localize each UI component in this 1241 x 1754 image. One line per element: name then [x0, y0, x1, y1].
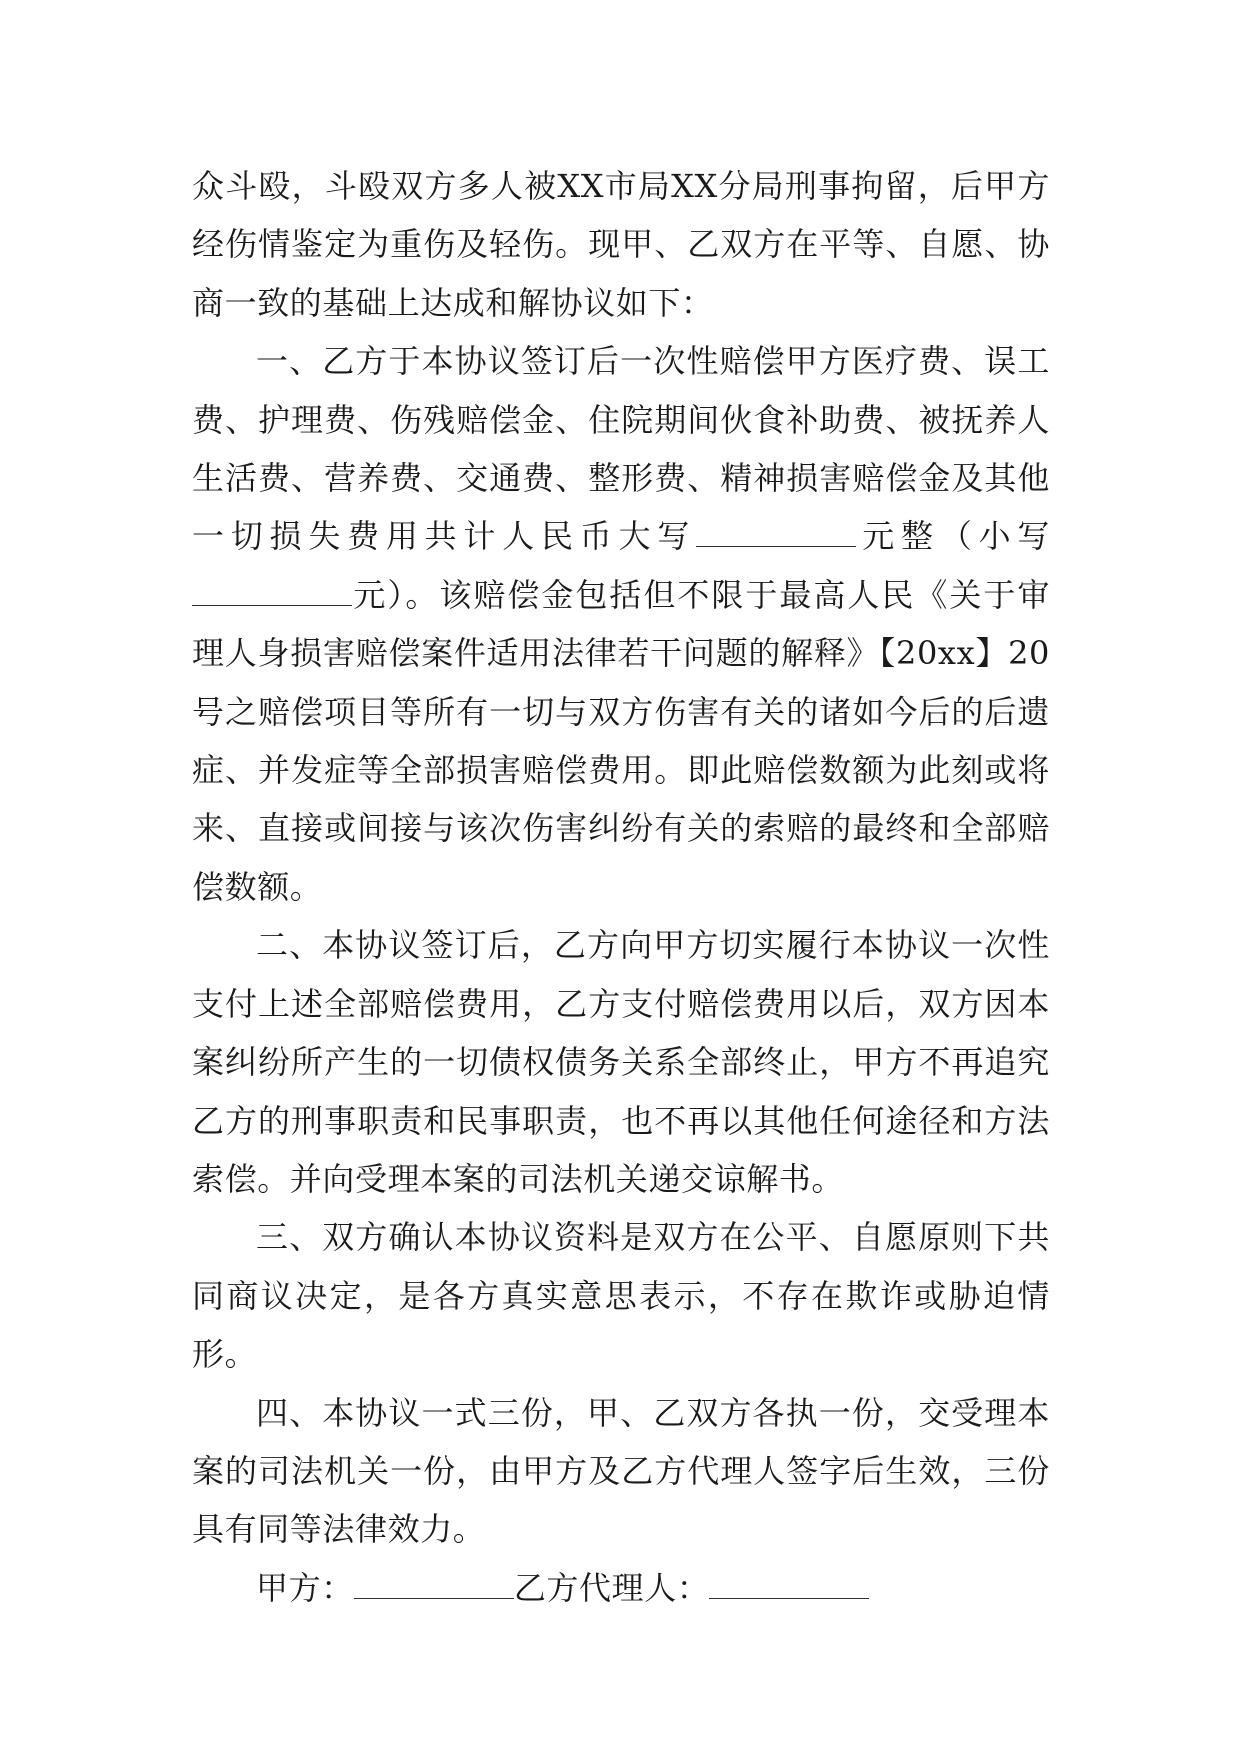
party-a-signature-blank [354, 1572, 514, 1599]
signature-line [192, 1559, 1050, 1617]
party-b-label: 乙方代理人： [513, 1568, 710, 1607]
clause-1-text-part3: 元）。该赔偿金包括但不限于最高人民《关于审理人身损害赔偿案件适用法律若干问题的解释》【20xx】20号之赔偿项目等所有一切与双方伤害有关的诸如今后的后遗症、并发症等全部损害赔偿费用。即此赔偿数额为此刻或将来、直接或间接与该次伤害纠纷有关的索赔的最终和全部赔偿数额。 [192, 575, 1050, 906]
clause-2-paragraph: 二、本协议签订后，乙方向甲方切实履行本协议一次性支付上述全部赔偿费用，乙方支付赔偿费用以后，双方因本案纠纷所产生的一切债权债务关系全部终止，甲方不再追究乙方的刑事职责和民事职责，也不再以其他任何途径和方法索偿。并向受理本案的司法机关递交谅解书。 [192, 926, 1050, 1198]
party-b-signature-blank [709, 1572, 869, 1599]
intro-paragraph: 众斗殴，斗殴双方多人被XX市局XX分局刑事拘留，后甲方经伤情鉴定为重伤及轻伤。现甲、乙双方在平等、自愿、协商一致的基础上达成和解协议如下： [192, 167, 1050, 322]
amount-uppercase-blank [696, 520, 856, 547]
clause-1-text-part2: 元整（小写 [856, 517, 1050, 556]
document-body [192, 157, 1050, 1617]
party-a-label: 甲方： [256, 1568, 354, 1607]
amount-lowercase-blank [192, 579, 352, 606]
clause-1-text-part1: 一、乙方于本协议签订后一次性赔偿甲方医疗费、误工费、护理费、伤残赔偿金、住院期间伙食补助费、被抚养人生活费、营养费、交通费、整形费、精神损害赔偿金及其他一切损失费用共计人民币大写 [192, 342, 1050, 556]
clause-1-paragraph [192, 332, 1050, 916]
clause-3-paragraph: 三、双方确认本协议资料是双方在公平、自愿原则下共同商议决定，是各方真实意思表示，不存在欺诈或胁迫情形。 [192, 1218, 1050, 1374]
clause-4-paragraph: 四、本协议一式三份，甲、乙双方各执一份，交受理本案的司法机关一份，由甲方及乙方代理人签字后生效，三份具有同等法律效力。 [192, 1393, 1050, 1549]
